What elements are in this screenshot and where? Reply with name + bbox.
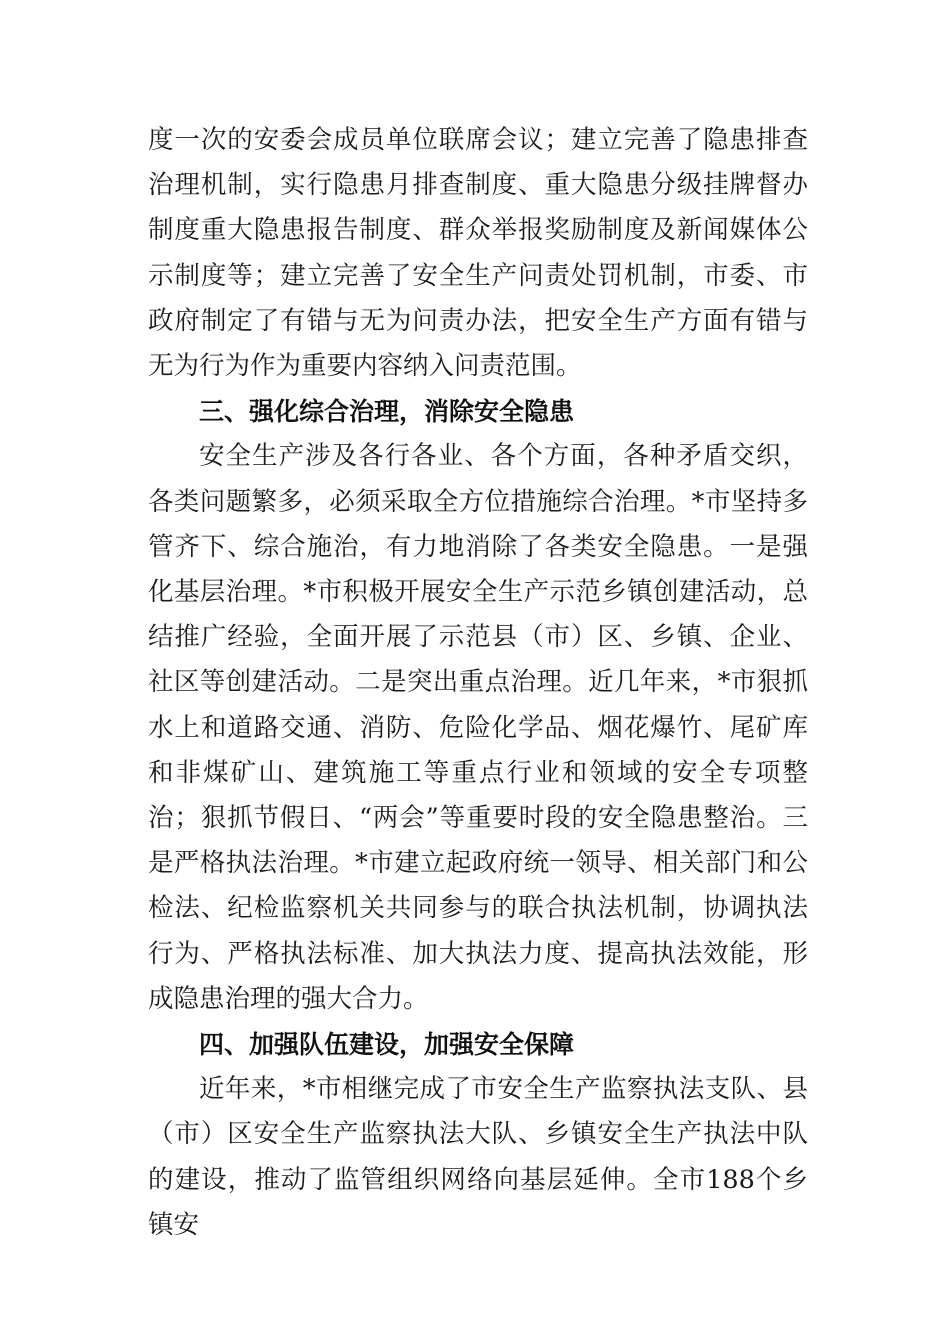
paragraph-continued: 度一次的安委会成员单位联席会议；建立完善了隐患排查治理机制，实行隐患月排查制度、重大隐患分级挂牌督办制度重大隐患报告制度、群众举报奖励制度及新闻媒体公示制度等；建立完善了安全生产问责处罚机制，市委、市政府制定了有错与无为问责办法，把安全生产方面有错与无为行为作为重要内容纳入问责范围。 (148, 125, 808, 382)
paragraph-team-building: 近年来，*市相继完成了市安全生产监察执法支队、县（市）区安全生产监察执法大队、乡镇安全生产执法中队的建设，推动了监管组织网络向基层延伸。全市188个乡镇安 (148, 1074, 808, 1240)
paragraph-comprehensive-governance: 安全生产涉及各行各业、各个方面，各种矛盾交织，各类问题繁多，必须采取全方位措施综合治理。*市坚持多管齐下、综合施治，有力地消除了各类安全隐患。一是强化基层治理。*市积极开展安全生产示范乡镇创建活动，总结推广经验，全面开展了示范县（市）区、乡镇、企业、社区等创建活动。二是突出重点治理。近几年来，*市狠抓水上和道路交通、消防、危险化学品、烟花爆竹、尾矿库和非煤矿山、建筑施工等重点行业和领域的安全专项整治；狠抓节假日、“两会”等重要时段的安全隐患整治。三是严格执法治理。*市建立起政府统一领导、相关部门和公检法、纪检监察机关共同参与的联合执法机制，协调执法行为、严格执法标准、加大执法力度、提高执法效能，形成隐患治理的强大合力。 (148, 441, 808, 1014)
section-heading-three: 三、强化综合治理，消除安全隐患 (199, 397, 575, 427)
section-heading-four: 四、加强队伍建设，加强安全保障 (199, 1030, 575, 1060)
document-body (148, 118, 808, 1248)
